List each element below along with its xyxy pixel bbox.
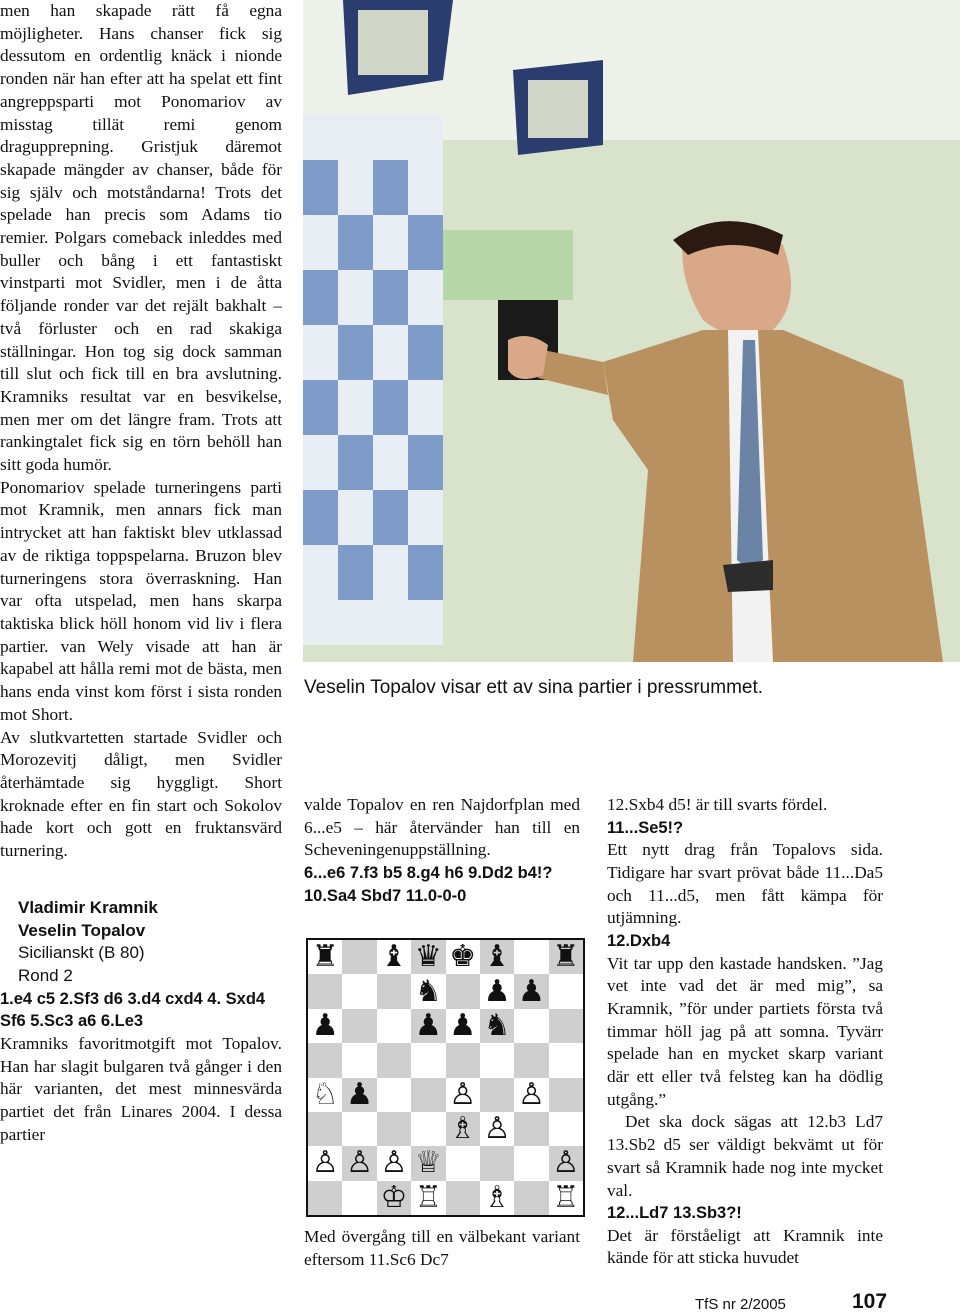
chess-piece-icon: ♟: [414, 1007, 442, 1043]
body-paragraph: Vit tar upp den kastade handsken. ”Jag vet inte vad det är med mig”, sa Kramnik, ”för under partiets första två timmar höll jag på att somna. Tyvärr spelade han en mycket skarp variant där ett eller två felsteg kan ha dödlig utgång.”: [607, 953, 883, 1109]
square-e4: [446, 1078, 480, 1112]
photo-illustration: [303, 0, 960, 662]
chess-piece-icon: ♙: [449, 1076, 477, 1112]
game-move: 12.Dxb4: [607, 932, 671, 951]
body-paragraph: Det ska dock sägas att 12.b3 Ld7 13.Sb2 d5 ser väldigt bekvämt ut för svart så Kramnik hade nog inte mycket val.: [607, 1112, 883, 1200]
chess-piece-icon: ♝: [483, 939, 511, 975]
game-moves: 6...e6 7.f3 b5 8.g4 h6 9.Dd2 b4!? 10.Sa4 Sbd7 11.0-0-0: [304, 864, 553, 905]
square-a8: [308, 940, 342, 974]
square-h4: [549, 1078, 583, 1112]
body-paragraph: 12.Sxb4 d5! är till svarts fördel.: [607, 795, 828, 814]
square-h7: [549, 974, 583, 1008]
square-h5: [549, 1043, 583, 1077]
game-moves: 1.e4 c5 2.Sf3 d6 3.d4 cxd4 4. Sxd4 Sf6 5.Sc3 a6 6.Le3: [0, 989, 266, 1031]
chess-piece-icon: ♚: [449, 939, 477, 975]
chess-piece-icon: ♙: [552, 1145, 580, 1181]
square-f4: [480, 1078, 514, 1112]
chess-piece-icon: ♙: [517, 1076, 545, 1112]
square-c1: [377, 1181, 411, 1215]
chess-piece-icon: ♟: [311, 1007, 339, 1043]
chess-piece-icon: ♔: [380, 1179, 408, 1215]
square-f7: [480, 974, 514, 1008]
square-h1: [549, 1181, 583, 1215]
square-c2: [377, 1146, 411, 1180]
body-paragraph: Ponomariov spelade turneringens parti mot Kramnik, men annars fick man intrycket att han faktiskt blev utklassad av de riktiga toppspelarna. Bruzon blev turneringens stora överraskning. Han var ofta utspelad, men hans skarpa taktiska blick höll honom vid liv i flera partier. van Wely visade att han är kapabel att hålla remi mot de bästa, men hans enda vinst kom först i sista ronden mot Short.: [0, 477, 282, 724]
chess-piece-icon: ♟: [517, 973, 545, 1009]
square-e7: [446, 974, 480, 1008]
game-white-player: Vladimir Kramnik: [18, 897, 158, 917]
square-c7: [377, 974, 411, 1008]
body-paragraph: valde Topalov en ren Najdorfplan med 6...e5 – här återvänder han till en Scheveningenuppställning.: [304, 795, 580, 860]
square-a1: [308, 1181, 342, 1215]
square-c6: [377, 1009, 411, 1043]
square-b8: [342, 940, 376, 974]
body-paragraph: Av slutkvartetten startade Svidler och Morozevitj dåligt, men Svidler återhämtade sig hyggligt. Short kroknade efter en fin start och Sokolov hade kort och gott en fruktansvärd turnering.: [0, 727, 282, 861]
chess-piece-icon: ♙: [311, 1145, 339, 1181]
body-paragraph: Med övergång till en välbekant variant eftersom 11.Sc6 Dc7: [304, 1227, 580, 1269]
right-column: [607, 794, 883, 1270]
square-d3: [411, 1112, 445, 1146]
middle-column: [304, 794, 580, 907]
chess-piece-icon: ♕: [414, 1145, 442, 1181]
journal-footer: TfS nr 2/2005: [695, 1296, 786, 1313]
square-g8: [514, 940, 548, 974]
square-a2: [308, 1146, 342, 1180]
square-b5: [342, 1043, 376, 1077]
square-a5: [308, 1043, 342, 1077]
square-a6: [308, 1009, 342, 1043]
press-room-photo: [303, 0, 960, 662]
square-f6: [480, 1009, 514, 1043]
square-b7: [342, 974, 376, 1008]
square-g1: [514, 1181, 548, 1215]
square-c5: [377, 1043, 411, 1077]
square-b2: [342, 1146, 376, 1180]
game-move: 11...Se5!?: [607, 818, 684, 837]
square-e2: [446, 1146, 480, 1180]
game-move: 12...Ld7 13.Sb3?!: [607, 1204, 742, 1223]
page-number: 107: [852, 1290, 888, 1313]
square-d4: [411, 1078, 445, 1112]
square-h6: [549, 1009, 583, 1043]
chess-piece-icon: ♙: [483, 1111, 511, 1147]
square-e3: [446, 1112, 480, 1146]
body-paragraph: Kramniks favoritmotgift mot Topalov. Han har slagit bulgaren två gånger i den här varianten, det mest minnesvärda partiet det från Linares 2004. I dessa partier: [0, 1033, 282, 1144]
square-f2: [480, 1146, 514, 1180]
square-g4: [514, 1078, 548, 1112]
square-d8: [411, 940, 445, 974]
square-f1: [480, 1181, 514, 1215]
chess-piece-icon: ♙: [346, 1145, 374, 1181]
square-a4: [308, 1078, 342, 1112]
square-f3: [480, 1112, 514, 1146]
square-c3: [377, 1112, 411, 1146]
square-g5: [514, 1043, 548, 1077]
square-h2: [549, 1146, 583, 1180]
left-column: [0, 0, 282, 1146]
square-d2: [411, 1146, 445, 1180]
square-e1: [446, 1181, 480, 1215]
square-d6: [411, 1009, 445, 1043]
square-b6: [342, 1009, 376, 1043]
chess-piece-icon: ♞: [414, 973, 442, 1009]
chess-piece-icon: ♗: [483, 1179, 511, 1215]
square-g3: [514, 1112, 548, 1146]
chess-piece-icon: ♛: [414, 939, 442, 975]
square-d5: [411, 1043, 445, 1077]
square-a7: [308, 974, 342, 1008]
square-g7: [514, 974, 548, 1008]
game-round: Rond 2: [18, 966, 73, 986]
body-paragraph: men han skapade rätt få egna möjligheter. Hans chanser fick sig dessutom en ordentlig knäck i nionde ronden när han efter att ha spelat ett fint angreppsparti mot Ponomariov av misstag tillät remi genom dragupprepning. Gristjuk däremot skapade mängder av chanser, både för sig själv och motståndarna! Trots det spelade han precis som Adams tio remier. Polgars comeback inleddes med buller och bång i ett fantastiskt vinstparti mot Svidler, men i de åtta följande ronder var det rejält bakhalt – två förluster och en rad skakiga ställningar. Hon tog sig dock samman till slut och fick till en bra avslutning. Kramniks resultat var en besvikelse, men mer om det längre fram. Trots att rankingtalet fick sig en törn behöll han sitt goda humör.: [0, 1, 282, 475]
chess-piece-icon: ♗: [449, 1111, 477, 1147]
square-f8: [480, 940, 514, 974]
chess-piece-icon: ♞: [483, 1007, 511, 1043]
game-opening: Sicilianskt (B 80): [18, 943, 145, 963]
square-b4: [342, 1078, 376, 1112]
square-d1: [411, 1181, 445, 1215]
square-f5: [480, 1043, 514, 1077]
chess-piece-icon: ♜: [311, 939, 339, 975]
body-paragraph: Ett nytt drag från Topalovs sida. Tidigare har svart prövat både 11...Da5 och 11...d5, men fått kämpa för utjämning.: [607, 840, 883, 928]
square-c4: [377, 1078, 411, 1112]
square-e5: [446, 1043, 480, 1077]
square-e6: [446, 1009, 480, 1043]
square-b3: [342, 1112, 376, 1146]
square-e8: [446, 940, 480, 974]
chess-piece-icon: ♖: [552, 1179, 580, 1215]
chess-piece-icon: ♘: [311, 1076, 339, 1112]
square-c8: [377, 940, 411, 974]
photo-caption: Veselin Topalov visar ett av sina partier i pressrummet.: [304, 677, 764, 698]
chess-piece-icon: ♙: [380, 1145, 408, 1181]
square-g6: [514, 1009, 548, 1043]
game-black-player: Veselin Topalov: [18, 920, 146, 940]
chess-piece-icon: ♖: [414, 1179, 442, 1215]
chess-piece-icon: ♟: [449, 1007, 477, 1043]
body-paragraph: Det är förståeligt att Kramnik inte kände för att sticka huvudet: [607, 1225, 883, 1268]
chess-piece-icon: ♝: [380, 939, 408, 975]
chess-piece-icon: ♟: [483, 973, 511, 1009]
chess-diagram: [306, 938, 585, 1217]
chess-piece-icon: ♟: [346, 1076, 374, 1112]
square-h8: [549, 940, 583, 974]
middle-column-bottom: [304, 1226, 580, 1271]
square-b1: [342, 1181, 376, 1215]
square-d7: [411, 974, 445, 1008]
square-g2: [514, 1146, 548, 1180]
square-a3: [308, 1112, 342, 1146]
chess-piece-icon: ♜: [552, 939, 580, 975]
square-h3: [549, 1112, 583, 1146]
